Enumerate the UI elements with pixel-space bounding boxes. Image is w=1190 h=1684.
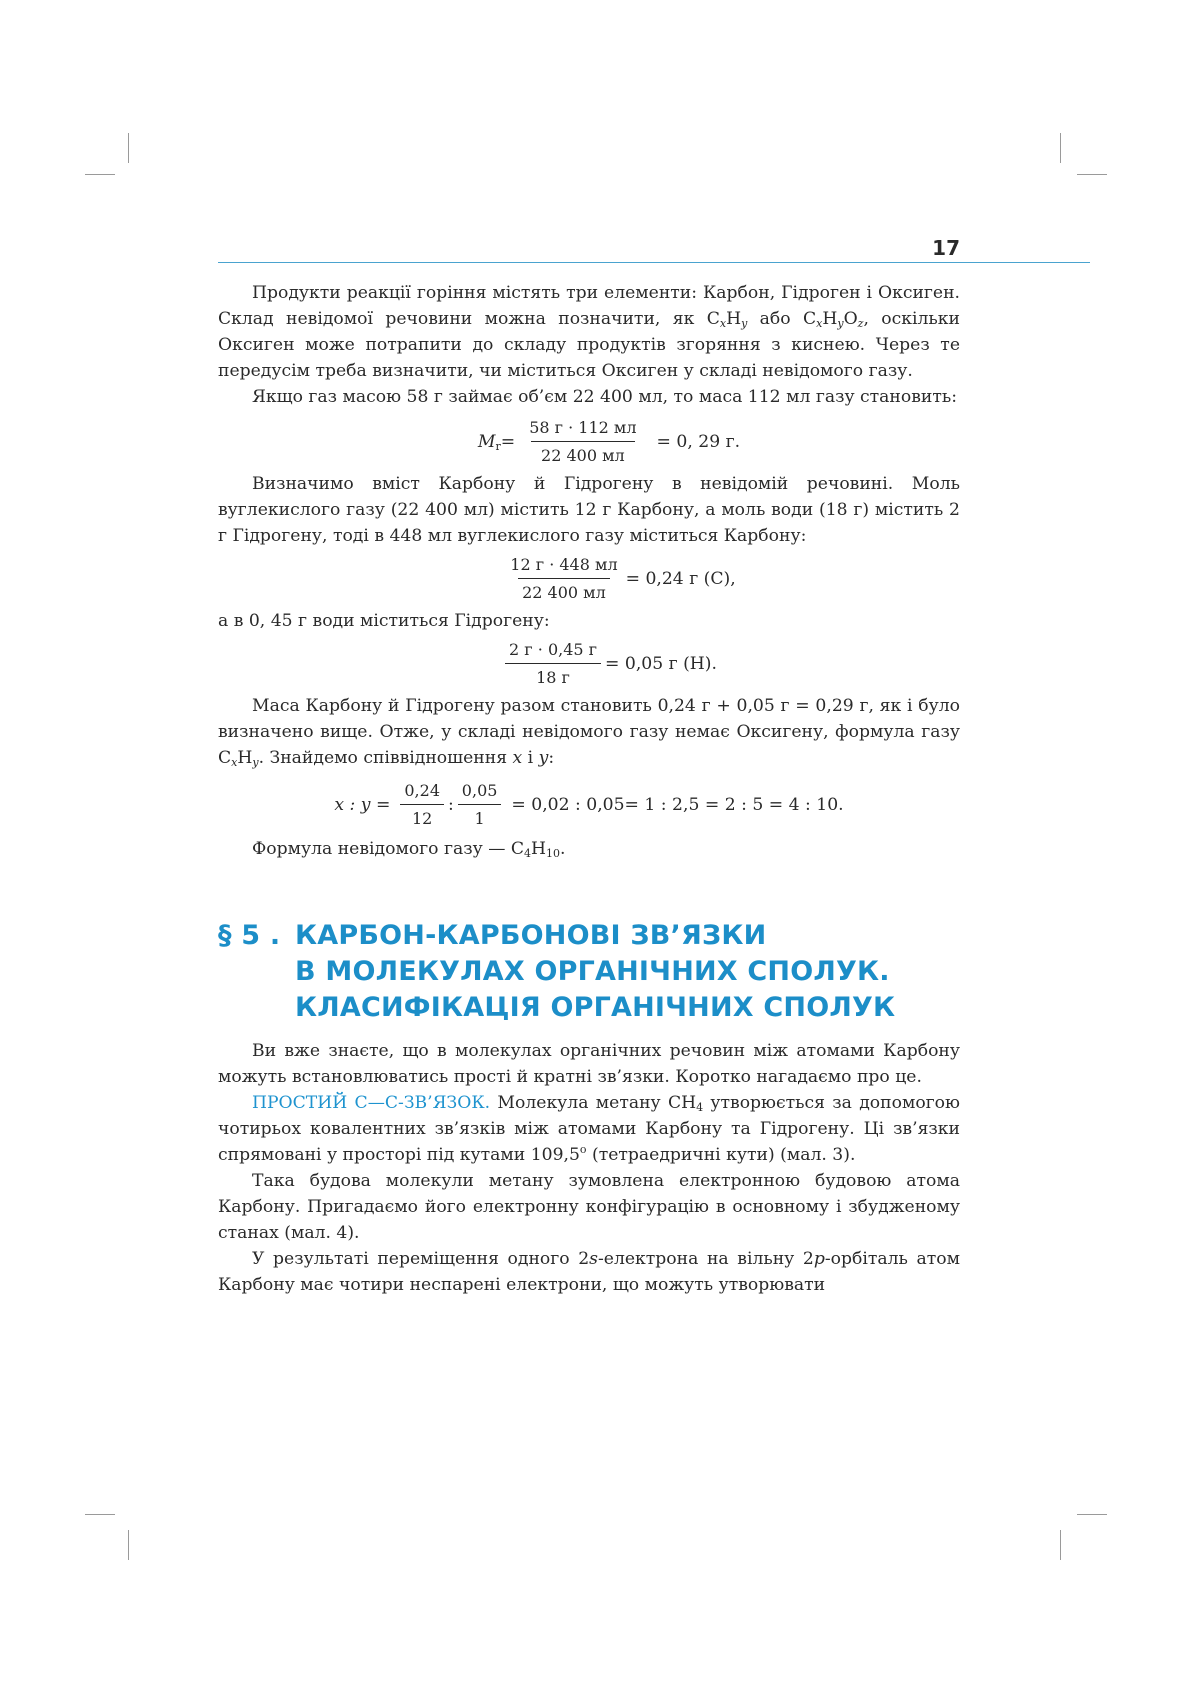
crop-mark [1077,1514,1107,1515]
paragraph: У результаті переміщення одного 2s-електрона на вільну 2p-орбіталь атом Карбону має чотири неспарені електрони, що можуть утворювати [218,1249,960,1295]
fraction: $\frac{0,05}{1}$ [458,781,502,828]
crop-mark [1060,1530,1061,1560]
paragraph: Формула невідомого газу — $C_4H_{10}$. [252,839,566,860]
formula-ratio: x : y = $\frac{0,24}{12}$ : $\frac{0,05}{1}$ = 0,02 : 0,05= 1 : 2,5 = 2 : 5 = 4 : 10. [334,781,844,828]
paragraph: Така будова молекули метану зумовлена електронною будовою атома Карбону. Пригадаємо його електронну конфігурацію в основному і збудженому станах (мал. 4). [218,1171,960,1243]
paragraph: Продукти реакції горіння містять три елементи: Карбон, Гідроген і Оксиген. Склад невідомої речовини можна позначити, як $C_xH_y$ або $C_xH_yO_z$, оскільки Оксиген може потрапити до складу продуктів згоряння з киснею. Через те передусім треба визначити, чи міститься Оксиген у складі невідомого газу. [218,283,960,381]
crop-mark [85,1514,115,1515]
crop-mark [1077,174,1107,175]
paragraph: а в 0, 45 г води міститься Гідрогену: [218,611,550,631]
header-rule [218,262,1090,263]
crop-mark [85,174,115,175]
section-heading [218,918,960,1026]
paragraph-lead: ПРОСТИЙ С—С-ЗВ’ЯЗОК. [252,1093,491,1113]
formula-hydrogen: $\frac{2 г \cdot 0,45 г}{18 г}$ = 0,05 г (H). [258,640,960,687]
section-title-line: КЛАСИФІКАЦІЯ ОРГАНІЧНИХ СПОЛУК [295,992,896,1023]
paragraph: ПРОСТИЙ С—С-ЗВ’ЯЗОК. Молекула метану $CH_4$ утворюється за допомогою чотирьох ковалентних зв’язків між атомами Карбону та Гідрогену. Ці зв’язки спрямовані у просторі під кутами 109,5$^o$ (тетраедричні кути) (мал. 3). [218,1093,960,1165]
crop-mark [1060,133,1061,163]
fraction: $\frac{0,24}{12}$ [400,781,444,828]
fraction: $\frac{12 г \cdot 448 мл}{22 400 мл}$ [510,555,618,602]
crop-mark [128,133,129,163]
crop-mark [128,1530,129,1560]
page-content [218,280,960,1298]
formula-carbon: $\frac{12 г \cdot 448 мл}{22 400 мл}$ = 0,24 г (C), [278,555,960,602]
fraction: $\frac{58 г \cdot 112 мл}{22 400 мл}$ [529,418,637,465]
section-number: § 5 . [218,920,281,951]
paragraph: Визначимо вміст Карбону й Гідрогену в невідомій речовині. Моль вуглекислого газу (22 400 мл) містить 12 г Карбону, а моль води (18 г) містить 2 г Гідрогену, тоді в 448 мл вуглекислого газу міститься Карбону: [218,474,960,546]
formula-molar-mass: $M_r=$ $\frac{58 г \cdot 112 мл}{22 400 мл}$ = 0, 29 г. [477,418,741,465]
fraction: $\frac{2 г \cdot 0,45 г}{18 г}$ [505,640,601,687]
page-number: 17 [932,236,960,260]
paragraph: Ви вже знаєте, що в молекулах органічних речовин між атомами Карбону можуть встановлюватись прості й кратні зв’язки. Коротко нагадаємо про це. [218,1041,960,1087]
paragraph: Якщо газ масою 58 г займає об’єм 22 400 мл, то маса 112 мл газу становить: [252,387,958,407]
paragraph: Маса Карбону й Гідрогену разом становить 0,24 г + 0,05 г = 0,29 г, як і було визначено вище. Отже, у складі невідомого газу немає Оксигену, формула газу $C_xH_y$. Знайдемо співвідношення x і y: [218,696,960,769]
section-title-line: В МОЛЕКУЛАХ ОРГАНІЧНИХ СПОЛУК. [295,956,890,987]
section-title-line: КАРБОН-КАРБОНОВІ ЗВ’ЯЗКИ [295,920,767,951]
